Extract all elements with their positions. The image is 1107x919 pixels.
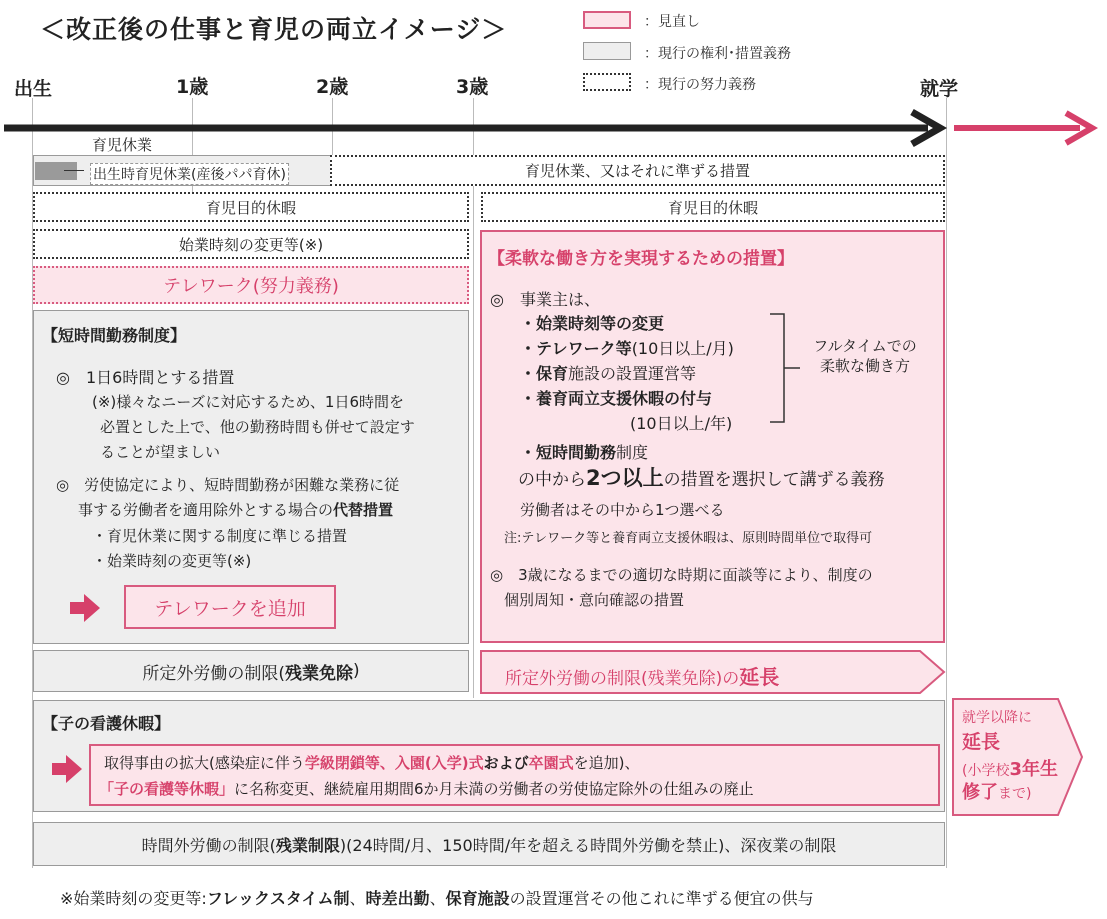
flex-measures-box xyxy=(480,230,945,643)
short-hours-item2-2: 事する労働者を適用除外とする場合の代替措置 xyxy=(78,501,394,519)
purpose-leave-left: 育児目的休暇 xyxy=(33,192,469,222)
birth-leave-pointer xyxy=(64,170,84,171)
childcare-leave-label: 育児休業 xyxy=(92,136,153,154)
flex-heading: 【柔軟な働き方を実現するための措置】 xyxy=(488,249,794,269)
add-telework-box: テレワークを追加 xyxy=(124,585,336,629)
short-hours-sub1: ・育児休業に関する制度に準じる措置 xyxy=(92,527,348,545)
birth-leave-label: 出生時育児休業(産後パパ育休) xyxy=(90,163,289,185)
overtime-exempt-post: ) xyxy=(353,661,360,681)
school-extend-l4: 修了まで) xyxy=(962,782,1032,803)
sick-leave-box xyxy=(33,700,945,812)
legend-label-revised: ：見直し xyxy=(644,14,700,30)
flex-item-1: ・始業時刻等の変更 xyxy=(520,314,665,333)
age-label-3: 3歳 xyxy=(456,76,489,98)
short-hours-sub2: ・始業時刻の変更等(※) xyxy=(92,552,252,570)
short-hours-note-2: 必置とした上で、他の勤務時間も併せて設定す xyxy=(100,418,415,436)
school-extend-l3: (小学校3年生 xyxy=(962,759,1058,780)
flex-note: 注:テレワーク等と養育両立支援休暇は、原則時間単位で取得可 xyxy=(504,531,873,546)
birth-leave-segment xyxy=(35,162,77,180)
overtime-exempt-bold: 残業免除 xyxy=(285,663,353,684)
bracket-icon xyxy=(768,312,802,426)
age-label-birth: 出生 xyxy=(14,78,53,100)
purpose-leave-right: 育児目的休暇 xyxy=(481,192,945,222)
overtime-limit-text: 時間外労働の制限(残業制限)(24時間/月、150時間/年を超える時間外労働を禁止)、深夜業の制限 xyxy=(141,835,837,855)
guide-line-3 xyxy=(473,98,474,698)
short-hours-item1: ◎ 1日6時間とする措置 xyxy=(56,368,235,387)
sick-leave-line2: 「子の看護等休暇」に名称変更、継続雇用期間6か月未満の労働者の労使協定除外の仕組みの廃止 xyxy=(99,780,754,798)
age-label-2: 2歳 xyxy=(316,76,349,98)
bracket-label: フルタイムでの 柔軟な働き方 xyxy=(813,337,917,376)
guide-line-school xyxy=(946,98,947,868)
flex-item-b-2: 個別周知・意向確認の措置 xyxy=(504,591,685,609)
overtime-limit-box xyxy=(33,822,945,866)
arrow-right-icon xyxy=(70,594,102,622)
short-hours-note-1: (※)様々なニーズに対応するため、1日6時間を xyxy=(92,393,405,411)
legend-swatch-revised xyxy=(583,11,631,29)
sick-leave-change-box xyxy=(89,744,940,806)
overtime-exempt-pre: 所定外労働の制限( xyxy=(142,663,285,684)
school-extend-l2: 延長 xyxy=(962,731,1001,753)
flex-mandate: の中から2つ以上の措置を選択して講ずる義務 xyxy=(518,466,885,490)
flex-item-b-1: ◎ 3歳になるまでの適切な時期に面談等により、制度の xyxy=(490,566,873,584)
short-hours-note-3: ることが望ましい xyxy=(100,443,221,461)
flex-item-4-sub: (10日以上/年) xyxy=(630,414,733,433)
flex-item-2: ・テレワーク等(10日以上/月) xyxy=(520,339,734,358)
page-title: ＜改正後の仕事と育児の両立イメージ＞ xyxy=(40,15,508,44)
overtime-extend-label: 所定外労働の制限(残業免除)の延長 xyxy=(505,665,780,689)
short-hours-item2-1: ◎ 労使協定により、短時間勤務が困難な業務に従 xyxy=(56,476,400,494)
childcare-leave-after2: 育児休業、又はそれに準ずる措置 xyxy=(330,155,945,186)
legend-swatch-current-right xyxy=(583,42,631,60)
overtime-exempt-box xyxy=(33,650,469,692)
legend-label-effort: ：現行の努力義務 xyxy=(644,77,756,93)
age-label-school: 就学 xyxy=(920,78,959,100)
age-label-1: 1歳 xyxy=(176,76,209,98)
footnote: ※始業時刻の変更等:フレックスタイム制、時差出勤、保育施設の設置運営その他これに準ずる便宜の供与 xyxy=(60,889,814,908)
flex-worker: 労働者はその中から1つ選べる xyxy=(520,501,725,519)
flex-intro: ◎ 事業主は、 xyxy=(490,290,600,309)
arrow-right-icon-2 xyxy=(52,755,84,783)
timeline-arrow xyxy=(0,108,1107,148)
short-hours-box xyxy=(33,310,469,644)
flex-item-4: ・養育両立支援休暇の付与 xyxy=(520,389,713,408)
legend-swatch-effort xyxy=(583,73,631,91)
sick-leave-heading: 【子の看護休暇】 xyxy=(42,714,171,733)
start-time-change: 始業時刻の変更等(※) xyxy=(33,229,469,259)
flex-item-5: ・短時間勤務制度 xyxy=(520,443,649,462)
sick-leave-line1: 取得事由の拡大(感染症に伴う学級閉鎖等、入園(入学)式および卒園式を追加)、 xyxy=(104,754,640,772)
short-hours-heading: 【短時間勤務制度】 xyxy=(42,326,187,345)
school-extend-l1: 就学以降に xyxy=(962,710,1032,726)
legend-label-current-right: ：現行の権利･措置義務 xyxy=(644,46,791,62)
flex-item-3: ・保育施設の設置運営等 xyxy=(520,364,697,383)
telework-effort: テレワーク(努力義務) xyxy=(33,266,469,304)
